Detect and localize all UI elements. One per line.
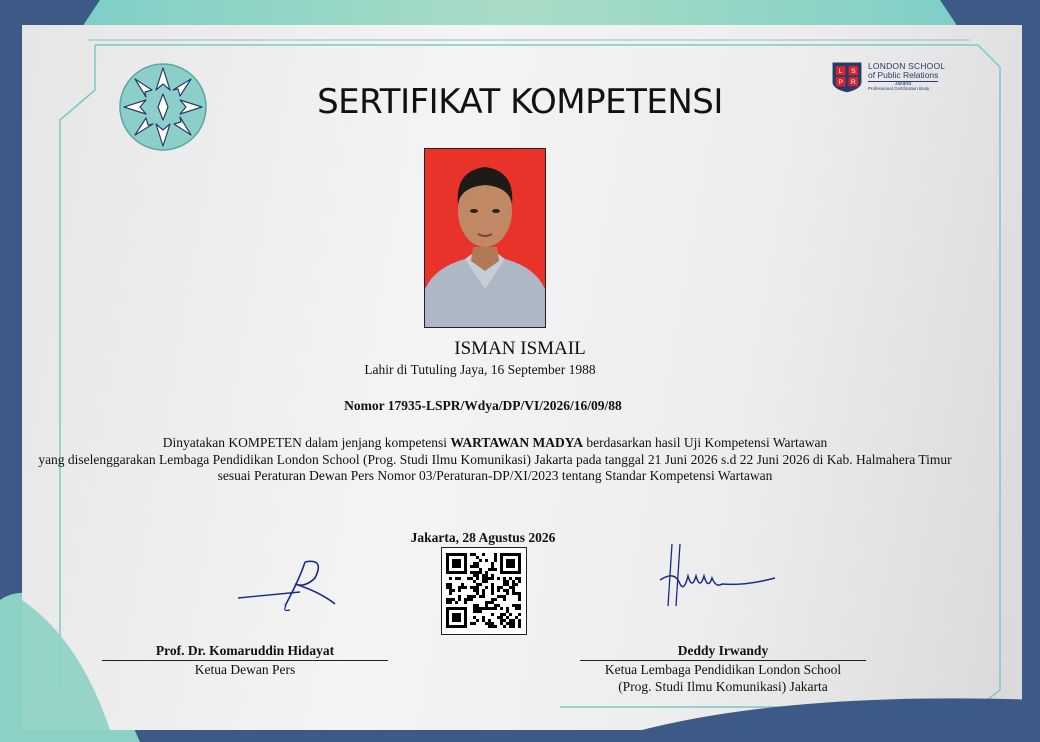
holder-birth: Lahir di Tutuling Jaya, 16 September 1988 (364, 362, 596, 377)
portrait-image (425, 149, 545, 327)
signature-right-image (650, 540, 790, 610)
holder-photo (424, 148, 546, 328)
statement-line-2: yang diselenggarakan Lembaga Pendidikan London School (Prog. Studi Ilmu Komunikasi) Jakarta pada tanggal 21 Juni 2026 s.d 22 Juni 2026 di Kab. Halmahera Timur (38, 451, 952, 467)
statement (20, 435, 970, 485)
qr-code[interactable] (441, 547, 527, 635)
certificate-number: Nomor 17935-LSPR/Wdya/DP/VI/2026/16/09/88 (344, 398, 622, 413)
logo-line-3: Jakarta (868, 81, 938, 87)
signer-right-name: Deddy Irwandy (580, 643, 866, 661)
holder-name: ISMAN ISMAIL (454, 338, 586, 359)
svg-text:P: P (838, 79, 843, 87)
signer-right-role-line-2: (Prog. Studi Ilmu Komunikasi) Jakarta (618, 678, 828, 694)
logo-line-2: of Public Relations (868, 69, 939, 80)
signature-left-image (100, 548, 360, 618)
svg-text:S: S (851, 68, 856, 76)
competency-level: WARTAWAN MADYA (450, 435, 583, 450)
svg-text:L: L (838, 68, 843, 76)
qr-code-icon (442, 548, 526, 634)
signer-left-name: Prof. Dr. Komaruddin Hidayat (102, 643, 388, 661)
statement-line-1: Dinyatakan KOMPETEN dalam jenjang kompetensi WARTAWAN MADYA berdasarkan hasil Uji Kompetensi Wartawan (162, 435, 828, 450)
statement-line-3: sesuai Peraturan Dewan Pers Nomor 03/Peraturan-DP/XI/2023 tentang Standar Kompetensi Wartawan (217, 468, 773, 483)
svg-text:R: R (850, 79, 856, 87)
signer-right-role-line-1: Ketua Lembaga Pendidikan London School (604, 662, 842, 677)
place-date: Jakarta, 28 Agustus 2026 (410, 530, 556, 545)
logo-line-1: LONDON SCHOOL (868, 61, 946, 71)
signer-left-role: Ketua Dewan Pers (194, 662, 296, 677)
logo-line-4: Professional Certification Body (868, 86, 930, 92)
signer-right-role (580, 662, 866, 695)
certificate-title: SERTIFIKAT KOMPETENSI (317, 82, 723, 122)
